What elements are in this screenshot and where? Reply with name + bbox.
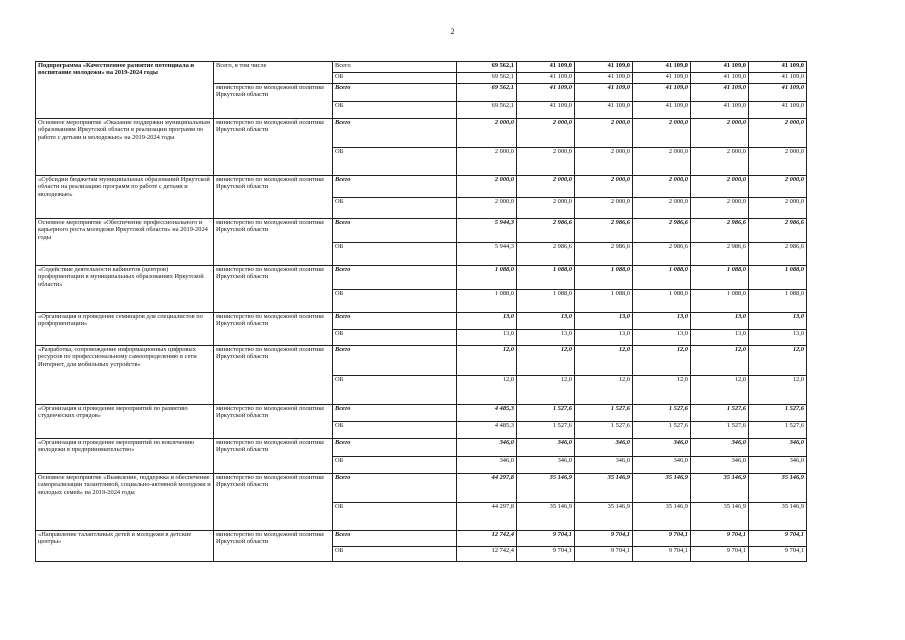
amount-cell: 12,0	[691, 376, 749, 405]
funding-source-cell: Всего	[333, 119, 457, 148]
amount-cell: 1 088,0	[633, 266, 691, 290]
amount-cell: 346,0	[517, 439, 575, 457]
amount-cell: 2 986,6	[633, 243, 691, 266]
amount-cell: 12,0	[457, 376, 517, 405]
amount-cell: 1 527,6	[575, 405, 633, 422]
amount-cell: 13,0	[517, 330, 575, 346]
budget-table	[35, 61, 807, 562]
amount-cell: 1 527,6	[517, 405, 575, 422]
amount-cell: 12,0	[517, 346, 575, 376]
amount-cell: 44 297,8	[457, 503, 517, 531]
measure-name-cell: Основное мероприятие «Выявление, поддержка и обеспечение самореализации талантливой, социально-активной молодежи и молодых семей» на 2019-2024 годы	[36, 474, 214, 531]
amount-cell: 2 986,6	[517, 243, 575, 266]
amount-cell: 346,0	[517, 457, 575, 474]
amount-cell: 2 000,0	[633, 119, 691, 148]
amount-cell: 41 109,0	[749, 84, 807, 102]
amount-cell: 2 000,0	[691, 119, 749, 148]
funding-source-cell: Всего	[333, 474, 457, 503]
amount-cell: 346,0	[575, 439, 633, 457]
amount-cell: 2 000,0	[517, 119, 575, 148]
amount-cell: 1 527,6	[691, 405, 749, 422]
amount-cell: 35 146,9	[749, 474, 807, 503]
amount-cell: 1 527,6	[517, 422, 575, 439]
amount-cell: 2 000,0	[749, 198, 807, 219]
amount-cell: 2 000,0	[457, 148, 517, 176]
amount-cell: 41 109,0	[517, 73, 575, 84]
amount-cell: 41 109,0	[691, 62, 749, 73]
table-body	[36, 62, 807, 562]
amount-cell: 1 088,0	[575, 290, 633, 313]
funding-source-cell: Всего	[333, 62, 457, 73]
funding-source-cell: ОБ	[333, 243, 457, 266]
table-row	[36, 219, 807, 243]
amount-cell: 1 527,6	[749, 422, 807, 439]
amount-cell: 1 088,0	[517, 266, 575, 290]
amount-cell: 35 146,9	[575, 503, 633, 531]
amount-cell: 41 109,0	[691, 84, 749, 102]
amount-cell: 1 527,6	[633, 422, 691, 439]
funding-source-cell: ОБ	[333, 198, 457, 219]
amount-cell: 1 088,0	[517, 290, 575, 313]
amount-cell: 35 146,9	[633, 474, 691, 503]
amount-cell: 41 109,0	[575, 73, 633, 84]
funding-source-cell: Всего	[333, 439, 457, 457]
amount-cell: 2 000,0	[749, 119, 807, 148]
amount-cell: 41 109,0	[517, 102, 575, 119]
amount-cell: 346,0	[457, 457, 517, 474]
funding-source-cell: ОБ	[333, 148, 457, 176]
amount-cell: 2 986,6	[749, 219, 807, 243]
table-row	[36, 62, 807, 73]
amount-cell: 9 704,1	[575, 547, 633, 562]
amount-cell: 9 704,1	[691, 547, 749, 562]
amount-cell: 69 562,1	[457, 73, 517, 84]
responsible-cell: министерство по молодежной политике Иркутской области	[214, 313, 333, 346]
responsible-cell: министерство по молодежной политике Иркутской области	[214, 405, 333, 439]
amount-cell: 12,0	[691, 346, 749, 376]
amount-cell: 1 527,6	[575, 422, 633, 439]
measure-name-cell: Подпрограмма «Качественное развитие потенциала и воспитание молодежи» на 2019-2024 годы	[36, 62, 214, 84]
funding-source-cell: Всего	[333, 405, 457, 422]
amount-cell: 346,0	[691, 457, 749, 474]
measure-name-cell: «Организация и проведение мероприятий по развитию студенческих отрядов»	[36, 405, 214, 439]
amount-cell: 2 000,0	[749, 176, 807, 198]
amount-cell: 13,0	[749, 330, 807, 346]
amount-cell: 41 109,0	[691, 73, 749, 84]
measure-name-cell: «Разработка, сопровождение информационных цифровых ресурсов по профессиональному самоопределению в сети Интернет, для мобильных устройств»	[36, 346, 214, 405]
funding-source-cell: Всего	[333, 176, 457, 198]
amount-cell: 2 000,0	[517, 198, 575, 219]
amount-cell: 41 109,0	[575, 84, 633, 102]
amount-cell: 35 146,9	[575, 474, 633, 503]
amount-cell: 12,0	[633, 376, 691, 405]
amount-cell: 41 109,0	[749, 73, 807, 84]
amount-cell: 346,0	[691, 439, 749, 457]
amount-cell: 9 704,1	[633, 547, 691, 562]
amount-cell: 9 704,1	[749, 531, 807, 547]
amount-cell: 41 109,0	[633, 73, 691, 84]
amount-cell: 13,0	[691, 330, 749, 346]
amount-cell: 1 088,0	[575, 266, 633, 290]
funding-source-cell: Всего	[333, 84, 457, 102]
measure-name-cell: «Организация и проведение семинаров для специалистов по профориентации»	[36, 313, 214, 346]
amount-cell: 13,0	[691, 313, 749, 330]
responsible-cell: министерство по молодежной политике Иркутской области	[214, 84, 333, 119]
amount-cell: 1 088,0	[749, 266, 807, 290]
amount-cell: 35 146,9	[691, 503, 749, 531]
amount-cell: 69 562,1	[457, 62, 517, 73]
amount-cell: 12,0	[457, 346, 517, 376]
amount-cell: 12,0	[633, 346, 691, 376]
funding-source-cell: ОБ	[333, 330, 457, 346]
responsible-cell: министерство по молодежной политике Иркутской области	[214, 474, 333, 531]
funding-source-cell: ОБ	[333, 73, 457, 84]
amount-cell: 9 704,1	[749, 547, 807, 562]
page-number: 2	[450, 27, 455, 36]
amount-cell: 41 109,0	[575, 102, 633, 119]
amount-cell: 2 000,0	[457, 119, 517, 148]
amount-cell: 1 088,0	[691, 266, 749, 290]
amount-cell: 35 146,9	[749, 503, 807, 531]
table-row	[36, 405, 807, 422]
amount-cell: 1 527,6	[633, 405, 691, 422]
funding-source-cell: Всего	[333, 531, 457, 547]
table-row	[36, 531, 807, 547]
amount-cell: 346,0	[575, 457, 633, 474]
amount-cell: 2 000,0	[691, 176, 749, 198]
amount-cell: 9 704,1	[575, 531, 633, 547]
amount-cell: 35 146,9	[633, 503, 691, 531]
amount-cell: 1 088,0	[457, 290, 517, 313]
amount-cell: 1 088,0	[633, 290, 691, 313]
amount-cell: 12,0	[575, 376, 633, 405]
amount-cell: 2 986,6	[517, 219, 575, 243]
amount-cell: 35 146,9	[517, 503, 575, 531]
amount-cell: 5 944,3	[457, 219, 517, 243]
table-row	[36, 266, 807, 290]
amount-cell: 2 986,6	[691, 219, 749, 243]
amount-cell: 41 109,0	[691, 102, 749, 119]
measure-name-cell: «Организация и проведение мероприятий по вовлечению молодежи в предпринимательство»	[36, 439, 214, 474]
amount-cell: 2 000,0	[457, 176, 517, 198]
funding-source-cell: Всего	[333, 346, 457, 376]
amount-cell: 9 704,1	[517, 547, 575, 562]
amount-cell: 2 000,0	[457, 198, 517, 219]
amount-cell: 41 109,0	[633, 102, 691, 119]
amount-cell: 2 986,6	[575, 243, 633, 266]
responsible-cell: министерство по молодежной политике Иркутской области	[214, 176, 333, 219]
responsible-cell: министерство по молодежной политике Иркутской области	[214, 119, 333, 176]
amount-cell: 2 000,0	[633, 198, 691, 219]
amount-cell: 12,0	[749, 376, 807, 405]
amount-cell: 12,0	[749, 346, 807, 376]
funding-source-cell: ОБ	[333, 102, 457, 119]
amount-cell: 4 485,3	[457, 405, 517, 422]
amount-cell: 41 109,0	[633, 84, 691, 102]
amount-cell: 44 297,8	[457, 474, 517, 503]
amount-cell: 12,0	[517, 376, 575, 405]
amount-cell: 41 109,0	[517, 62, 575, 73]
amount-cell: 1 088,0	[749, 290, 807, 313]
amount-cell: 13,0	[457, 313, 517, 330]
amount-cell: 346,0	[457, 439, 517, 457]
funding-source-cell: ОБ	[333, 457, 457, 474]
responsible-cell: Всего, в том числе	[214, 62, 333, 84]
amount-cell: 2 986,6	[575, 219, 633, 243]
amount-cell: 2 000,0	[575, 198, 633, 219]
table-row	[36, 84, 807, 102]
amount-cell: 13,0	[633, 313, 691, 330]
amount-cell: 2 000,0	[633, 148, 691, 176]
amount-cell: 2 000,0	[633, 176, 691, 198]
amount-cell: 69 562,1	[457, 102, 517, 119]
responsible-cell: министерство по молодежной политике Иркутской области	[214, 346, 333, 405]
funding-source-cell: Всего	[333, 266, 457, 290]
amount-cell: 1 088,0	[691, 290, 749, 313]
measure-name-cell	[36, 84, 214, 119]
amount-cell: 9 704,1	[691, 531, 749, 547]
amount-cell: 13,0	[575, 313, 633, 330]
amount-cell: 2 000,0	[575, 176, 633, 198]
funding-source-cell: Всего	[333, 219, 457, 243]
measure-name-cell: «Субсидии бюджетам муниципальных образований Иркутской области на реализацию программ по работе с детьми и молодежью»	[36, 176, 214, 219]
amount-cell: 13,0	[457, 330, 517, 346]
funding-source-cell: ОБ	[333, 290, 457, 313]
amount-cell: 35 146,9	[691, 474, 749, 503]
table-row	[36, 313, 807, 330]
amount-cell: 41 109,0	[633, 62, 691, 73]
amount-cell: 346,0	[749, 457, 807, 474]
amount-cell: 12,0	[575, 346, 633, 376]
amount-cell: 346,0	[749, 439, 807, 457]
amount-cell: 13,0	[633, 330, 691, 346]
amount-cell: 2 000,0	[575, 148, 633, 176]
amount-cell: 2 986,6	[749, 243, 807, 266]
table-row	[36, 474, 807, 503]
amount-cell: 41 109,0	[575, 62, 633, 73]
funding-source-cell: ОБ	[333, 376, 457, 405]
amount-cell: 2 000,0	[517, 176, 575, 198]
amount-cell: 9 704,1	[517, 531, 575, 547]
funding-source-cell: ОБ	[333, 547, 457, 562]
amount-cell: 2 000,0	[575, 119, 633, 148]
amount-cell: 41 109,0	[517, 84, 575, 102]
table-row	[36, 346, 807, 376]
amount-cell: 41 109,0	[749, 62, 807, 73]
amount-cell: 2 986,6	[633, 219, 691, 243]
amount-cell: 35 146,9	[517, 474, 575, 503]
amount-cell: 2 000,0	[517, 148, 575, 176]
measure-name-cell: «Содействие деятельности кабинетов (центров) профориентации в муниципальных образованиях Иркутской области»	[36, 266, 214, 313]
amount-cell: 13,0	[517, 313, 575, 330]
amount-cell: 69 562,1	[457, 84, 517, 102]
responsible-cell: министерство по молодежной политике Иркутской области	[214, 439, 333, 474]
amount-cell: 4 485,3	[457, 422, 517, 439]
table-row	[36, 439, 807, 457]
amount-cell: 2 000,0	[691, 198, 749, 219]
funding-source-cell: Всего	[333, 313, 457, 330]
table-row	[36, 176, 807, 198]
amount-cell: 1 527,6	[749, 405, 807, 422]
measure-name-cell: Основное мероприятие «Оказание поддержки муниципальным образованиям Иркутской области в реализации программ по работе с детьми и молодежью» на 2019-2024 годы	[36, 119, 214, 176]
amount-cell: 12 742,4	[457, 531, 517, 547]
funding-source-cell: ОБ	[333, 422, 457, 439]
measure-name-cell: Основное мероприятие «Обеспечение профессионального и карьерного роста молодежи Иркутской области» на 2019-2024 годы	[36, 219, 214, 266]
responsible-cell: министерство по молодежной политике Иркутской области	[214, 531, 333, 562]
amount-cell: 13,0	[749, 313, 807, 330]
amount-cell: 13,0	[575, 330, 633, 346]
amount-cell: 1 527,6	[691, 422, 749, 439]
amount-cell: 1 088,0	[457, 266, 517, 290]
amount-cell: 2 986,6	[691, 243, 749, 266]
amount-cell: 12 742,4	[457, 547, 517, 562]
amount-cell: 41 109,0	[749, 102, 807, 119]
amount-cell: 5 944,3	[457, 243, 517, 266]
amount-cell: 2 000,0	[749, 148, 807, 176]
funding-source-cell: ОБ	[333, 503, 457, 531]
amount-cell: 2 000,0	[691, 148, 749, 176]
amount-cell: 9 704,1	[633, 531, 691, 547]
responsible-cell: министерство по молодежной политике Иркутской области	[214, 219, 333, 266]
amount-cell: 346,0	[633, 457, 691, 474]
measure-name-cell: «Направление талантливых детей и молодежи в детские центры»	[36, 531, 214, 562]
responsible-cell: министерство по молодежной политике Иркутской области	[214, 266, 333, 313]
table-row	[36, 119, 807, 148]
amount-cell: 346,0	[633, 439, 691, 457]
